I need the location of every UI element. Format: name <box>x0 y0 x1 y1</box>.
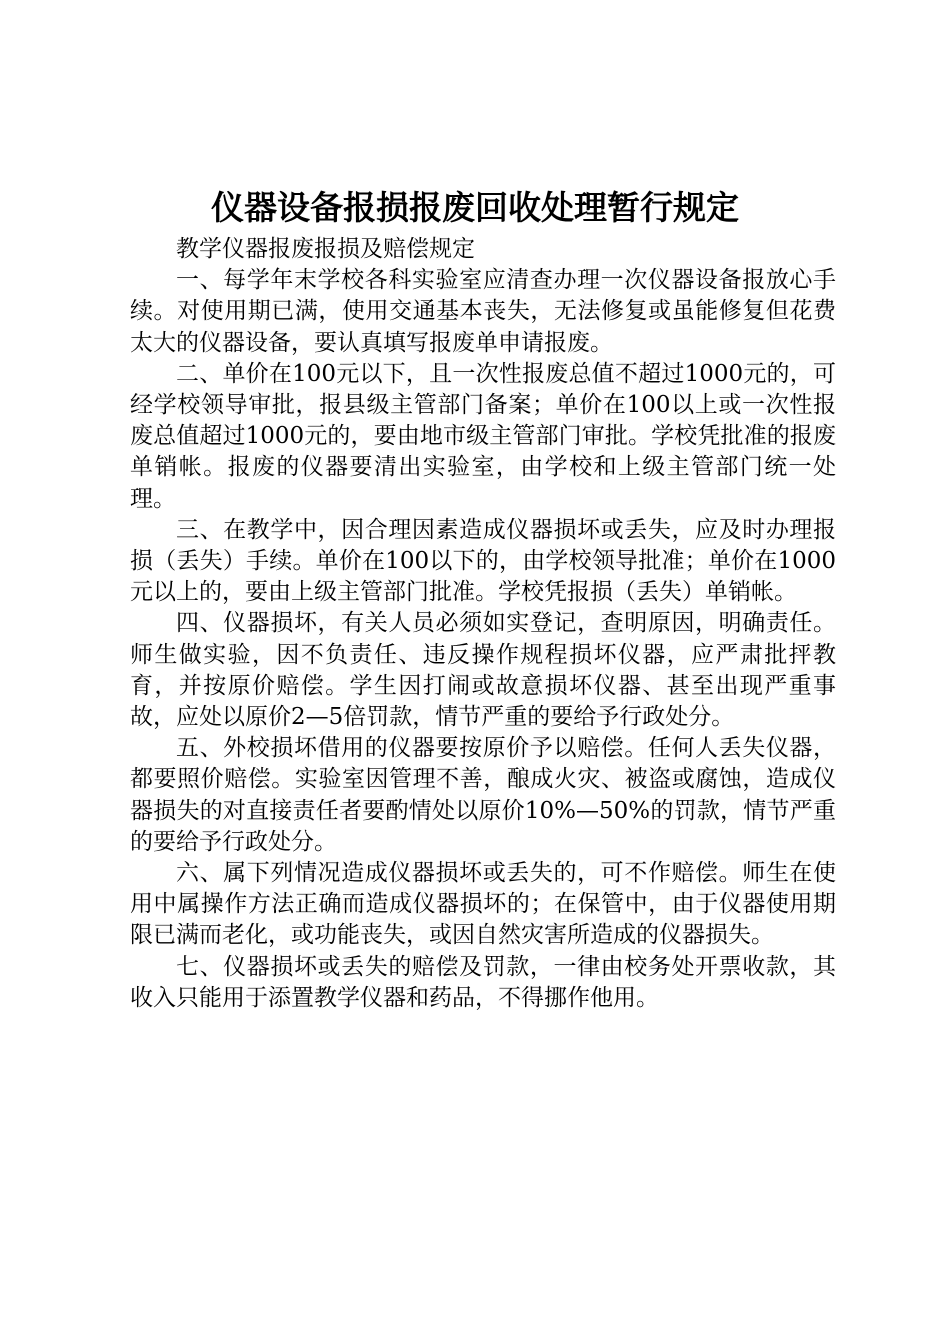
paragraph-1: 一、每学年末学校各科实验室应清查办理一次仪器设备报放心手续。对使用期已满，使用交通基本丧失，无法修复或虽能修复但花费太大的仪器设备，要认真填写报废单申请报废。 <box>130 267 836 356</box>
paragraph-5: 五、外校损坏借用的仪器要按原价予以赔偿。任何人丢失仪器，都要照价赔偿。实验室因管理不善，酿成火灾、被盗或腐蚀，造成仪器损失的对直接责任者要酌情处以原价10%—50%的罚款，情节严重的要给予行政处分。 <box>130 735 836 855</box>
document-body <box>130 234 836 1014</box>
paragraph-4: 四、仪器损坏，有关人员必须如实登记，查明原因，明确责任。师生做实验，因不负责任、违反操作规程损坏仪器，应严肃批抨教育，并按原价赔偿。学生因打闹或故意损坏仪器、甚至出现严重事故，应处以原价2—5倍罚款，情节严重的要给予行政处分。 <box>130 610 836 731</box>
paragraph-2: 二、单价在100元以下，且一次性报废总值不超过1000元的，可经学校领导审批，报县级主管部门备案；单价在100以上或一次性报废总值超过1000元的，要由地市级主管部门审批。学校凭批准的报废单销帐。报废的仪器要清出实验室，由学校和上级主管部门统一处理。 <box>130 360 836 512</box>
document-title: 仪器设备报损报废回收处理暂行规定 <box>211 188 739 227</box>
document-subtitle: 教学仪器报废报损及赔偿规定 <box>176 236 475 262</box>
paragraph-6: 六、属下列情况造成仪器损坏或丢失的，可不作赔偿。师生在使用中属操作方法正确而造成仪器损坏的；在保管中，由于仪器使用期限已满而老化，或功能丧失，或因自然灾害所造成的仪器损失。 <box>130 860 836 949</box>
paragraph-3: 三、在教学中，因合理因素造成仪器损坏或丢失，应及时办理报损（丢失）手续。单价在100以下的，由学校领导批准；单价在1000元以上的，要由上级主管部门批准。学校凭报损（丢失）单销帐。 <box>130 516 836 606</box>
paragraph-7: 七、仪器损坏或丢失的赔偿及罚款，一律由校务处开票收款，其收入只能用于添置教学仪器和药品，不得挪作他用。 <box>130 953 836 1011</box>
